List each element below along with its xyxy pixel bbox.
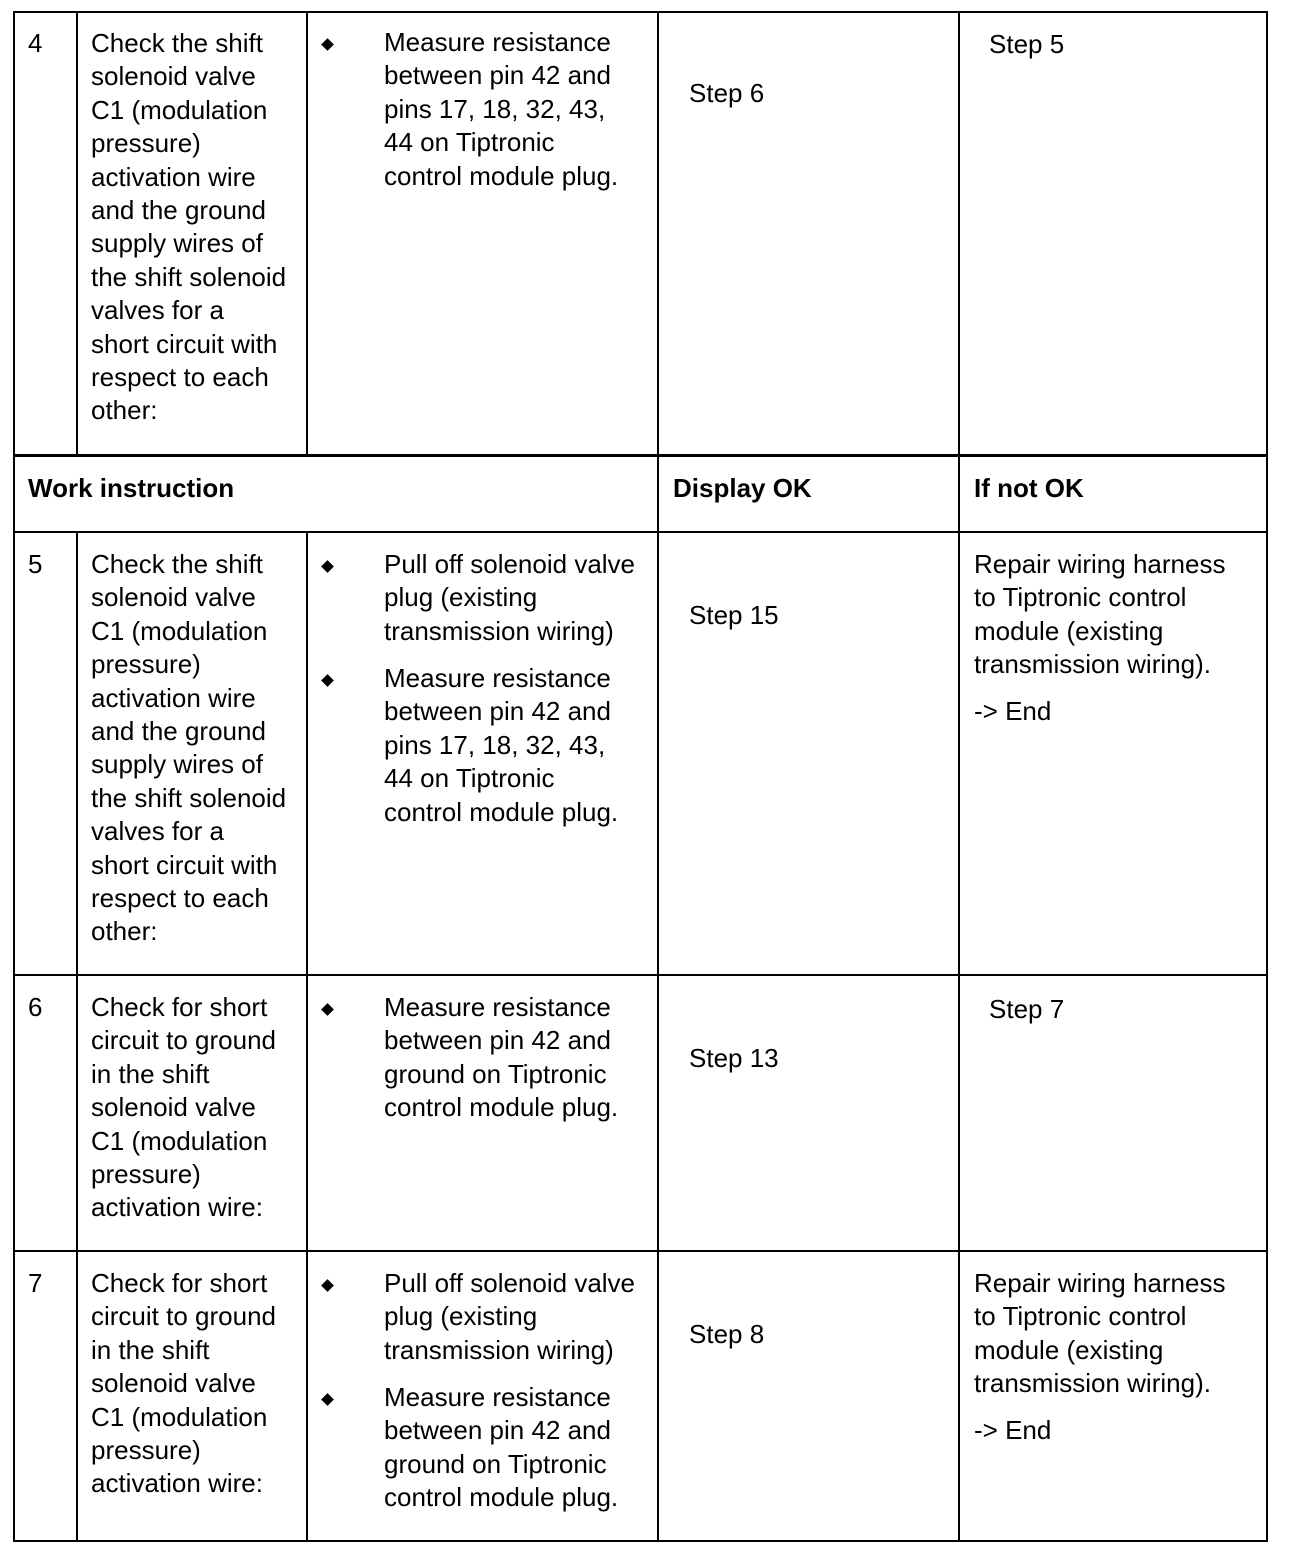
display-ok-value: Step 15: [689, 600, 779, 630]
display-ok-value: Step 6: [689, 78, 765, 108]
if-not-ok-end: -> End: [974, 696, 1052, 726]
if-not-ok-value: Repair wiring harness to Tiptronic control module (existing transmission wiring).: [974, 1268, 1226, 1399]
row-divider: [13, 454, 1268, 457]
display-ok-value: Step 13: [689, 1043, 779, 1073]
display-ok-value: Step 8: [689, 1319, 765, 1349]
instruction-text: Pull off solenoid valve plug (existing transmission wiring): [384, 1268, 636, 1365]
column-divider: [306, 11, 308, 455]
check-description: Check for short circuit to ground in the shift solenoid valve C1 (modulation pressure) activation wire:: [91, 1268, 276, 1499]
header-display-ok: Display OK: [673, 473, 812, 503]
row-divider: [13, 531, 1268, 533]
row-divider: [13, 1250, 1268, 1252]
header-work-instruction: Work instruction: [28, 473, 235, 503]
if-not-ok-value: Repair wiring harness to Tiptronic control module (existing transmission wiring).: [974, 549, 1226, 680]
column-divider: [657, 11, 659, 1542]
instruction-text: Measure resistance between pin 42 and pins 17, 18, 32, 43, 44 on Tiptronic control module plug.: [384, 663, 619, 827]
step-number: 6: [28, 992, 43, 1022]
check-description: Check the shift solenoid valve C1 (modulation pressure) activation wire and the ground supply wires of the shift solenoid valves for a short circuit with respect to each other:: [91, 549, 287, 947]
column-divider: [76, 11, 78, 455]
if-not-ok-value: Step 5: [989, 29, 1065, 59]
step-number: 5: [28, 549, 43, 579]
column-divider: [76, 532, 78, 1542]
check-description: Check the shift solenoid valve C1 (modulation pressure) activation wire and the ground supply wires of the shift solenoid valves for a short circuit with respect to each other:: [91, 28, 287, 426]
header-if-not-ok: If not OK: [974, 473, 1084, 503]
step-number: 7: [28, 1268, 43, 1298]
row-divider: [13, 974, 1268, 976]
check-description: Check for short circuit to ground in the shift solenoid valve C1 (modulation pressure) activation wire:: [91, 992, 276, 1223]
step-number: 4: [28, 28, 43, 58]
instruction-text: Pull off solenoid valve plug (existing transmission wiring): [384, 549, 636, 646]
instruction-text: Measure resistance between pin 42 and ground on Tiptronic control module plug.: [384, 992, 619, 1123]
instruction-text: Measure resistance between pin 42 and pins 17, 18, 32, 43, 44 on Tiptronic control module plug.: [384, 27, 619, 191]
if-not-ok-end: -> End: [974, 1415, 1052, 1445]
instruction-text: Measure resistance between pin 42 and ground on Tiptronic control module plug.: [384, 1382, 619, 1513]
column-divider: [306, 532, 308, 1542]
if-not-ok-value: Step 7: [989, 994, 1065, 1024]
column-divider: [958, 11, 960, 1542]
